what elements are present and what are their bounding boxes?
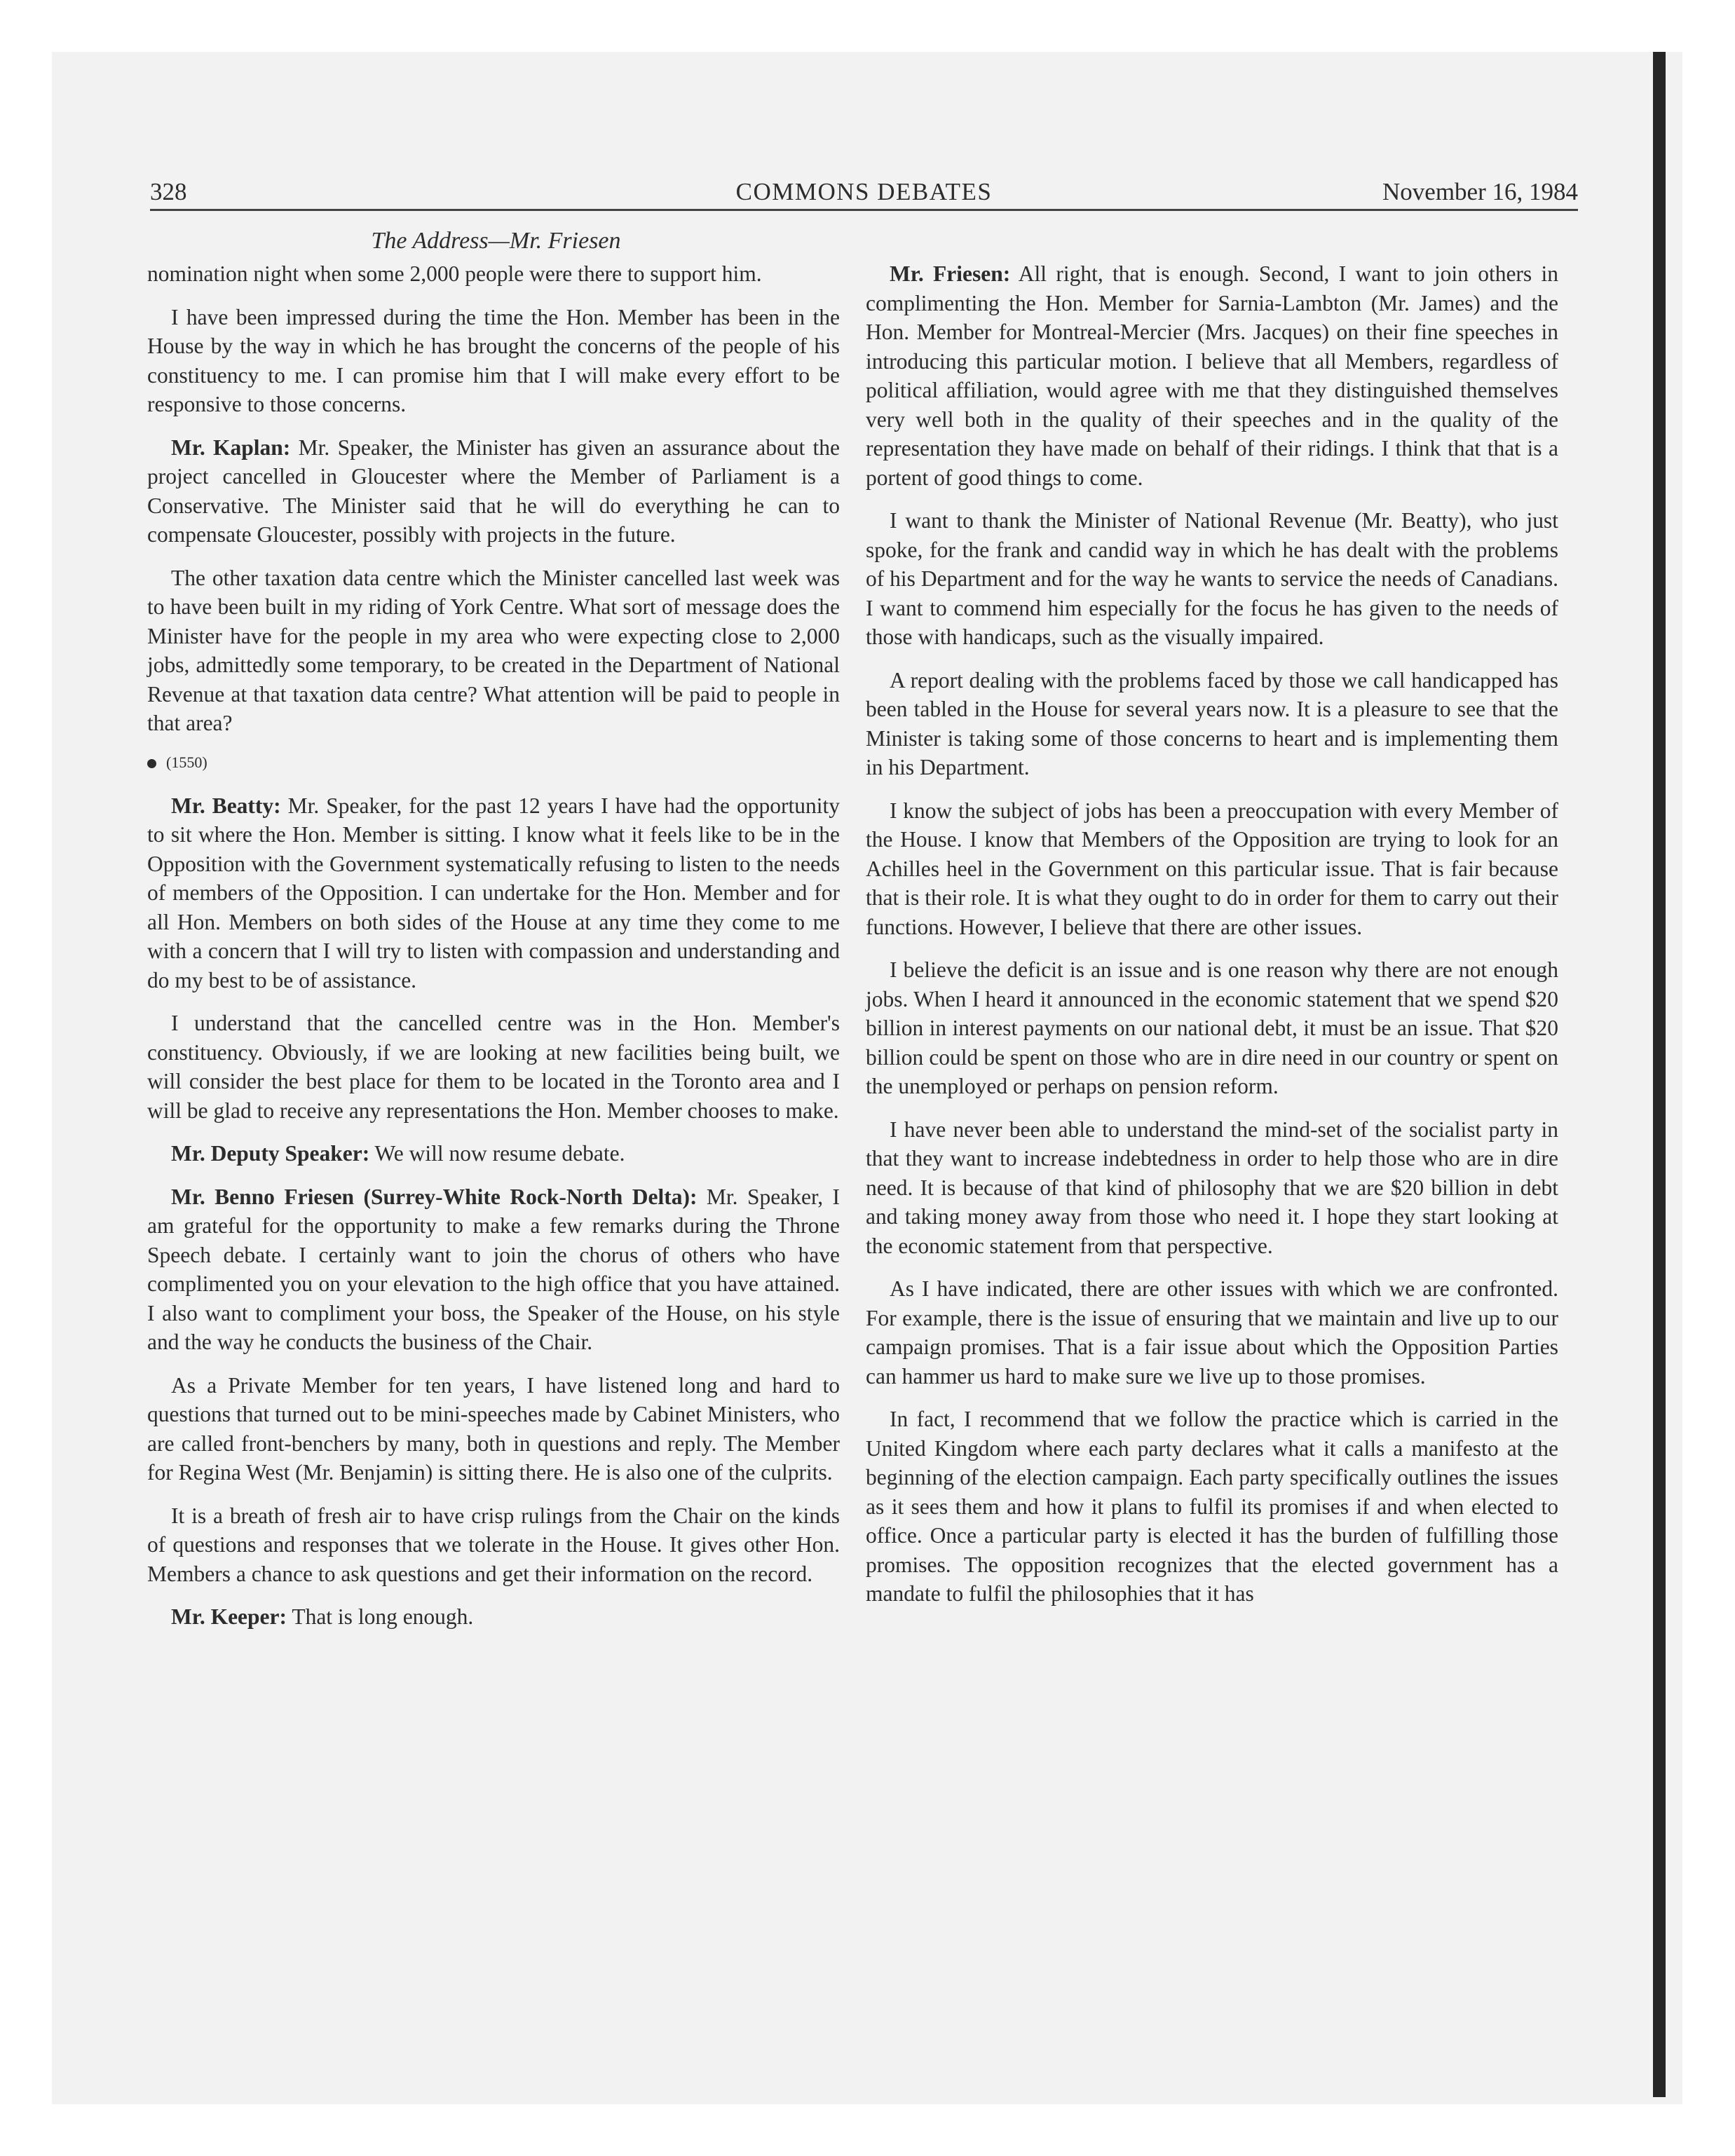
paragraph [147,564,840,738]
speaker-name: Mr. Deputy Speaker: [171,1141,370,1166]
paragraph-text: The other taxation data centre which the Minister cancelled last week was to have been built in my riding of York Centre. What sort of message does the Minister have for the people in my area who were expecting close to 2,000 jobs, admittedly some temporary, to be created in the Department of National Revenue at that taxation data centre? What attention will be paid to people in that area? [147,565,840,735]
paragraph-text: I know the subject of jobs has been a preoccupation with every Member of the House. I know that Members of the Opposition are trying to look for an Achilles heel in the Government on this particular issue. That is fair because that is their role. It is what they ought to do in order for them to carry out their functions. However, I believe that there are other issues. [866,798,1558,939]
paragraph-text: As I have indicated, there are other issues with which we are confronted. For example, there is the issue of ensuring that we maintain and live up to our campaign promises. That is a fair issue about which the Opposition Parties can hammer us hard to make sure we live up to those promises. [866,1276,1558,1389]
paragraph [147,1602,840,1632]
paragraph [147,791,840,995]
scan-edge-shadow [1653,52,1666,2097]
paragraph-text: We will now resume debate. [374,1141,625,1166]
paragraph [147,1009,840,1125]
paragraph [866,259,1558,492]
speaker-name: Mr. Beatty: [171,793,281,818]
paragraph-text: nomination night when some 2,000 people were there to support him. [147,261,762,286]
paragraph [147,303,840,419]
paragraph-text: That is long enough. [292,1604,474,1629]
paragraph [866,1405,1558,1609]
speaker-name: Mr. Benno Friesen (Surrey-White Rock-North Delta): [171,1184,698,1209]
paragraph [147,1139,840,1168]
paragraph [866,666,1558,782]
paragraph [147,1501,840,1589]
paragraph-text: Mr. Speaker, I am grateful for the opportunity to make a few remarks during the Throne Speech debate. I certainly want to join the chorus of others who have complimented you on your elevation to the high office that you have attained. I also want to compliment your boss, the Speaker of the House, on his style and the way he conducts the business of the Chair. [147,1184,840,1354]
right-column [866,259,1558,1623]
speaker-name: Mr. Friesen: [890,261,1011,286]
time-marker [147,752,840,773]
paragraph [866,796,1558,942]
speaker-name: Mr. Keeper: [171,1604,287,1629]
paragraph-text: All right, that is enough. Second, I want to join others in complimenting the Hon. Member for Sarnia-Lambton (Mr. James) and the Hon. Member for Montreal-Mercier (Mrs. Jacques) on their fine speeches in introducing this particular motion. I believe that all Members, regardless of political affiliation, would agree with me that they distinguished themselves very well both in the quality of their speeches and in the quality of the representation they have made on behalf of their ridings. I think that that is a portent of good things to come. [866,261,1558,490]
paragraph-text: I want to thank the Minister of National Revenue (Mr. Beatty), who just spoke, for the frank and candid way in which he has dealt with the problems of his Department and for the way he wants to service the needs of Canadians. I want to commend him especially for the focus he has given to the needs of those with handicaps, such as the visually impaired. [866,508,1558,649]
running-head: The Address—Mr. Friesen [371,228,621,254]
paragraph [147,433,840,550]
paragraph [147,259,840,289]
paragraph [866,955,1558,1101]
page-number: 328 [150,178,187,205]
paragraph-text: It is a breath of fresh air to have crisp rulings from the Chair on the kinds of questions and responses that we tolerate in the House. It gives other Hon. Members a chance to ask questions and get their information on the record. [147,1503,840,1586]
paragraph [866,1115,1558,1261]
paragraph [866,1274,1558,1391]
bullet-icon [147,759,156,768]
page-header [150,177,1578,213]
left-column [147,259,840,1646]
paragraph [147,1371,840,1487]
header-rule [150,209,1578,211]
time-marker-text: (1550) [166,753,207,771]
paragraph-text: Mr. Speaker, the Minister has given an assurance about the project cancelled in Gloucester where the Member of Parliament is a Conservative. The Minister said that he will do everything he can to compensate Gloucester, possibly with projects in the future. [147,435,841,547]
paragraph-text: As a Private Member for ten years, I have listened long and hard to questions that turned out to be mini-speeches made by Cabinet Ministers, who are called front-benchers by many, both in questions and reply. The Member for Regina West (Mr. Benjamin) is sitting there. He is also one of the culprits. [147,1372,840,1485]
paragraph-text: Mr. Speaker, for the past 12 years I have had the opportunity to sit where the Hon. Member is sitting. I know what it feels like to be in the Opposition with the Government systematically refusing to listen to the needs of members of the Opposition. I can undertake for the Hon. Member and for all Hon. Members on both sides of the House at any time they come to me with a concern that I will try to listen with compassion and understanding and do my best to be of assistance. [147,793,840,992]
speaker-name: Mr. Kaplan: [171,435,291,460]
paragraph-text: In fact, I recommend that we follow the practice which is carried in the United Kingdom where each party declares what it calls a manifesto at the beginning of the election campaign. Each party specifically outlines the issues as it sees them and how it plans to fulfil its promises if and when elected to office. Once a particular party is elected it has the burden of fulfilling those promises. The opposition recognizes that the elected government has a mandate to fulfil the philosophies that it has [866,1407,1558,1606]
paragraph-text: A report dealing with the problems faced by those we call handicapped has been tabled in the House for several years now. It is a pleasure to see that the Minister is taking some of those concerns to heart and is implementing them in his Department. [866,667,1558,779]
paragraph [866,506,1558,652]
paragraph-text: I believe the deficit is an issue and is one reason why there are not enough jobs. When I heard it announced in the economic statement that we spend $20 billion in interest payments on our national debt, it must be an issue. That $20 billion could be spent on those who are in dire need in our country or spent on the unemployed or perhaps on pension reform. [866,957,1558,1098]
paragraph [147,1182,840,1357]
publication-date: November 16, 1984 [1382,178,1578,205]
paragraph-text: I have never been able to understand the mind-set of the socialist party in that they want to increase indebtedness in order to help those who are in dire need. It is because of that kind of philosophy that we are $20 billion in debt and taking money away from those who need it. I hope they start looking at the economic statement from that perspective. [866,1117,1558,1258]
publication-title: COMMONS DEBATES [735,178,993,205]
paragraph-text: I understand that the cancelled centre was in the Hon. Member's constituency. Obviously, if we are looking at new facilities being built, we will consider the best place for them to be located in the Toronto area and I will be glad to receive any representations the Hon. Member chooses to make. [147,1011,840,1123]
paragraph-text: I have been impressed during the time the Hon. Member has been in the House by the way in which he has brought the concerns of the people of his constituency to me. I can promise him that I will make every effort to be responsive to those concerns. [147,304,840,416]
